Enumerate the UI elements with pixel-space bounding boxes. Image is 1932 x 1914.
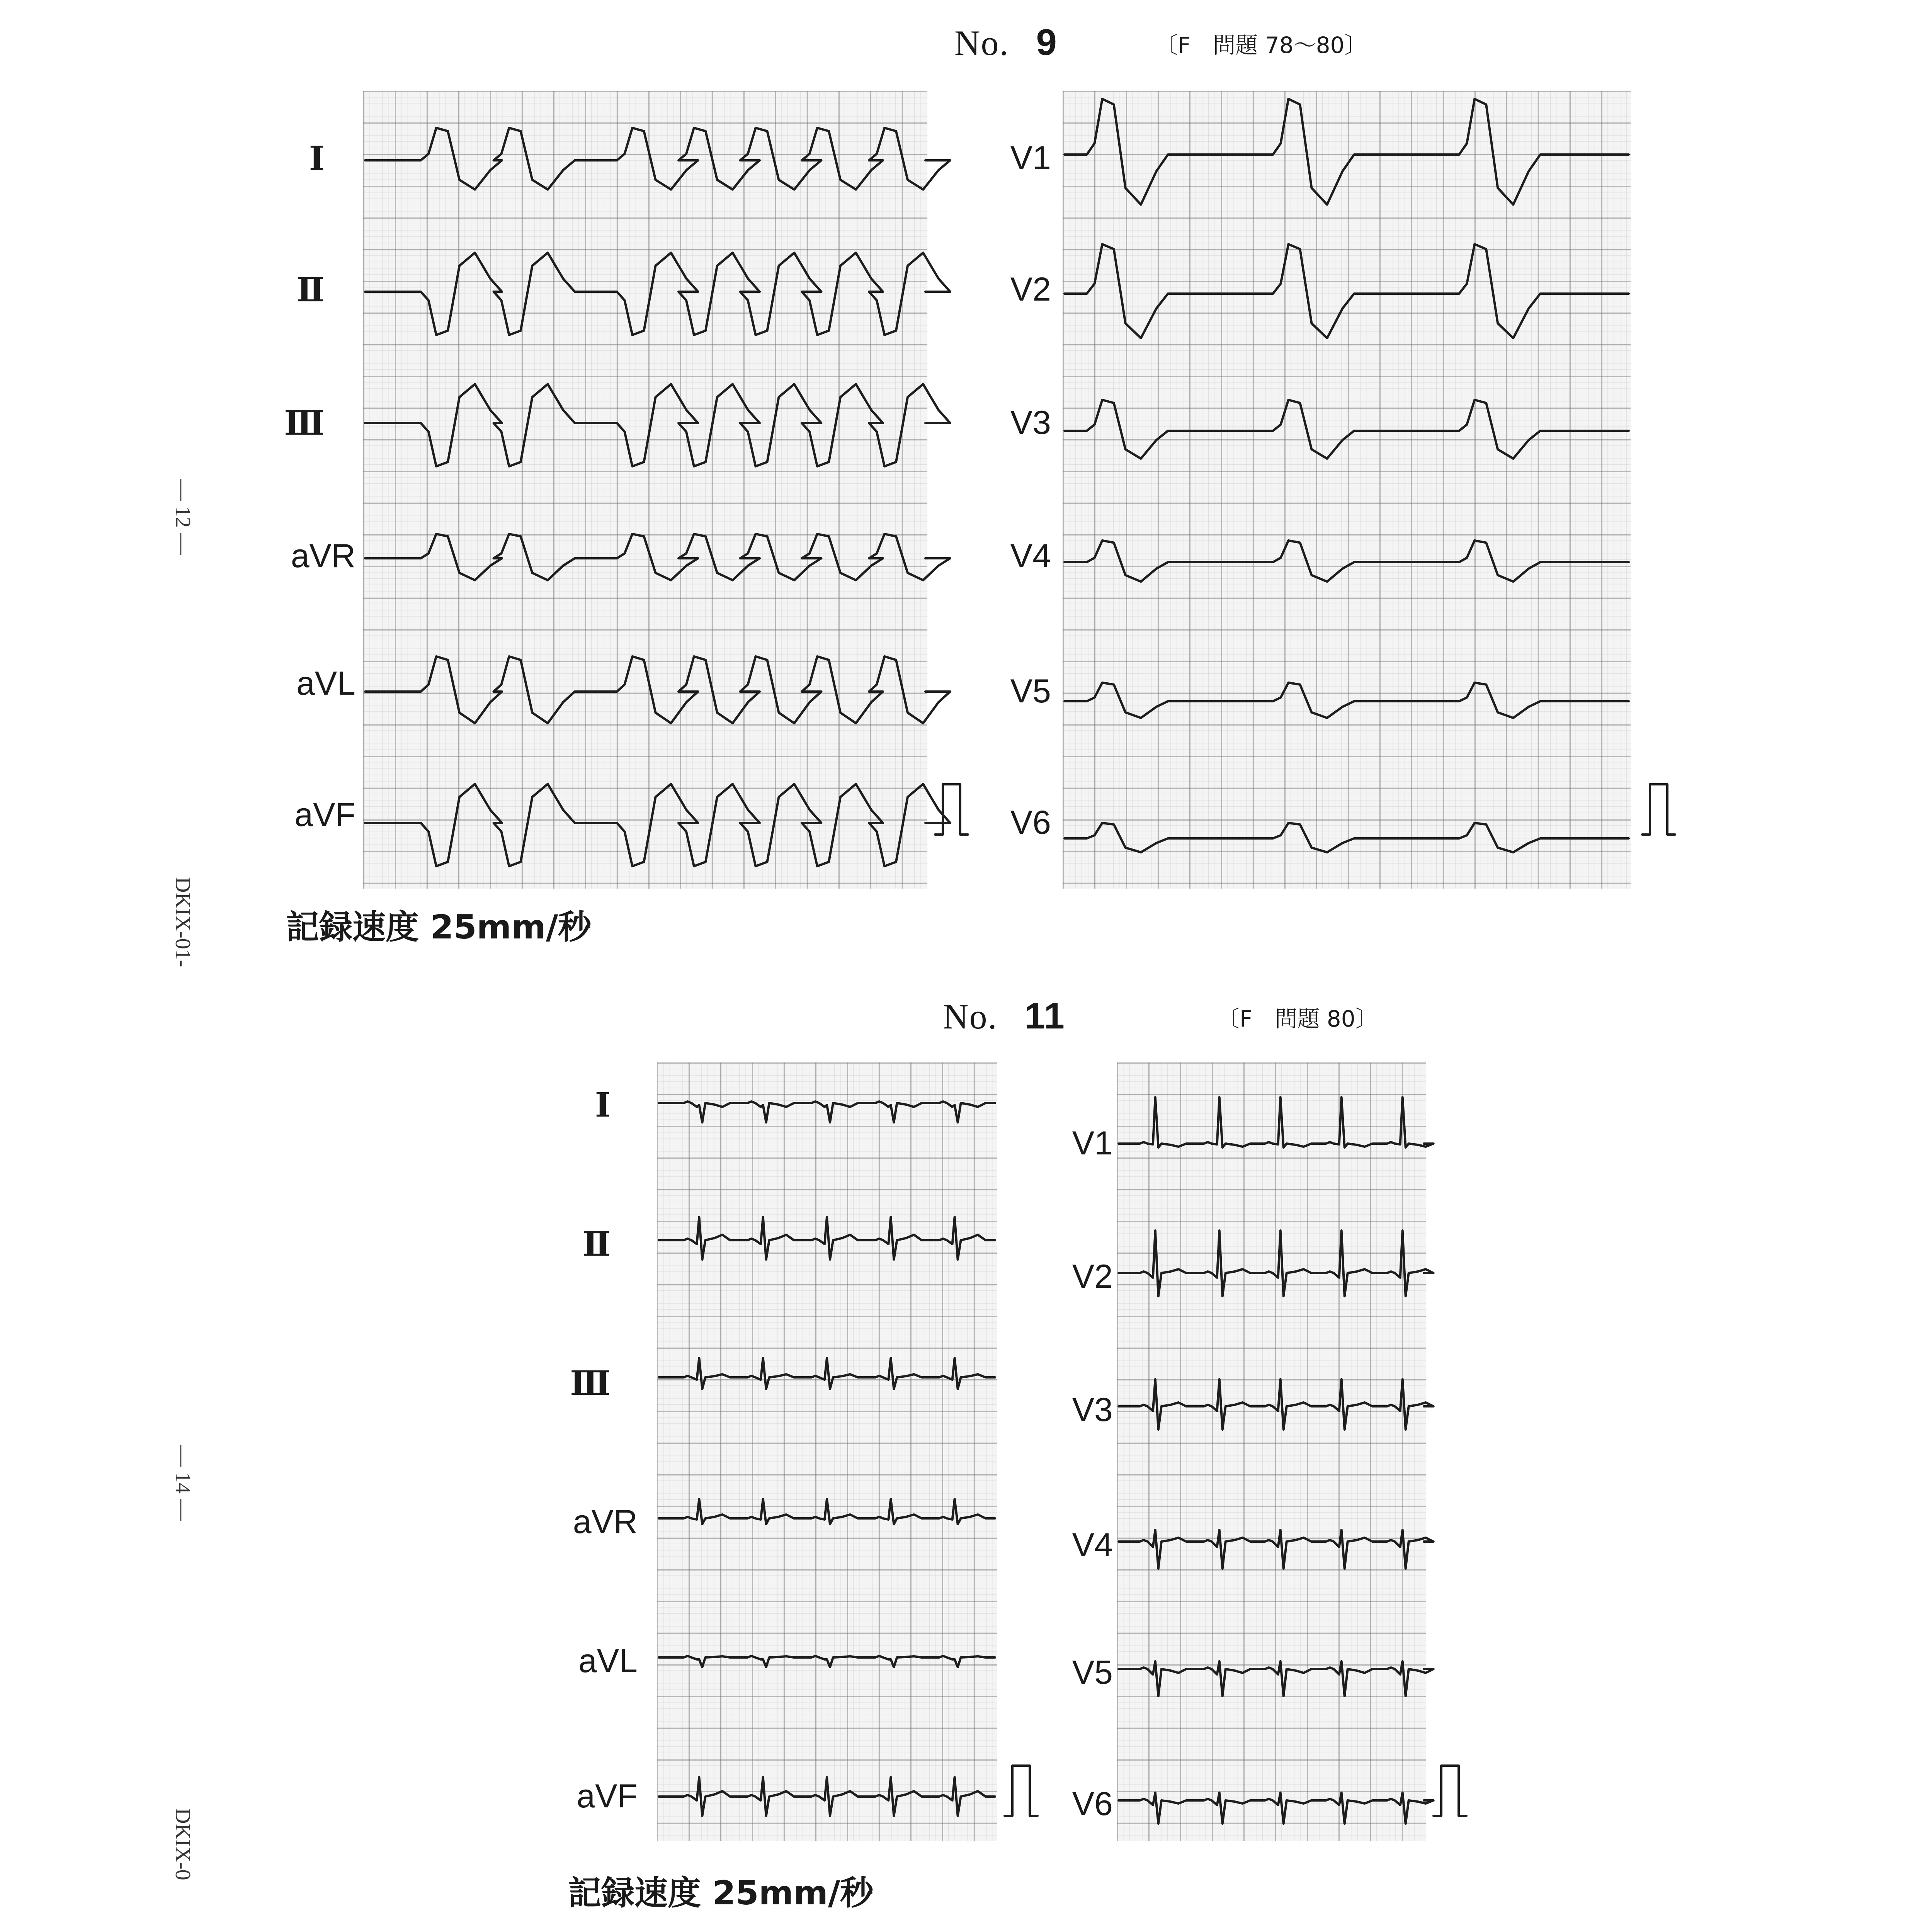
ecg9-lead-label: V2: [1010, 271, 1051, 308]
ecg9-chest-trace: [1065, 99, 1629, 205]
ecg9-lead-label: V4: [1010, 537, 1051, 575]
ecg11-chest-trace: [1119, 1530, 1434, 1569]
figure-number-value: 9: [1036, 22, 1058, 63]
ecg9-limb-trace: [365, 384, 950, 466]
ecg9-chest-trace: [1065, 244, 1629, 338]
calibration-pulse: [1642, 784, 1675, 835]
ecg9-chest-trace: [1065, 823, 1629, 852]
ecg11-chest-trace: [1119, 1379, 1434, 1430]
ecg9-lead-label: Ⅲ: [284, 405, 325, 442]
figure-reference-11: 〔F 問題 80〕: [1217, 1006, 1378, 1032]
ecg11-limb-trace: [659, 1358, 995, 1389]
ecg9-recording-speed: 記録速度 25mm/秒: [286, 908, 592, 947]
ecg9-lead-label: V1: [1010, 139, 1051, 177]
ecg11-lead-label: V2: [1072, 1258, 1113, 1295]
ecg9-lead-label: Ⅰ: [309, 140, 325, 177]
figure-number-label: No.: [943, 997, 998, 1036]
ecg11-lead-label: Ⅰ: [595, 1087, 611, 1124]
ecg11-chest-trace: [1119, 1661, 1434, 1696]
ecg11-lead-label: aVR: [573, 1503, 638, 1540]
ecg11-lead-label: V6: [1072, 1785, 1113, 1822]
ecg11-limb-trace: [659, 1101, 995, 1122]
ecg11-lead-label: V4: [1072, 1526, 1113, 1564]
ecg9-chest-trace: [1065, 400, 1629, 459]
ecg9-lead-label: Ⅱ: [296, 272, 325, 309]
ecg11-recording-speed: 記録速度 25mm/秒: [568, 1874, 874, 1912]
document-code-a: DKIX-01-: [171, 877, 195, 967]
ecg11-chest-trace: [1119, 1231, 1434, 1296]
ecg11-lead-label: Ⅱ: [582, 1226, 611, 1263]
ecg11-lead-label: aVF: [577, 1778, 638, 1815]
ecg9-limb-trace: [365, 784, 950, 866]
figure-reference-9: 〔F 問題 78～80〕: [1155, 32, 1367, 58]
page-number-12: — 12 —: [171, 479, 195, 555]
ecg11-lead-label: Ⅲ: [570, 1365, 611, 1402]
calibration-pulse: [935, 784, 968, 835]
ecg9-limb-trace: [365, 534, 950, 580]
ecg9-lead-label: aVL: [296, 665, 355, 702]
ecg11-lead-label: V5: [1072, 1654, 1113, 1691]
calibration-pulse: [1005, 1766, 1037, 1816]
ecg11-lead-label: V3: [1072, 1391, 1113, 1428]
ecg11-limb-trace: [659, 1499, 995, 1524]
page-number-14: — 14 —: [171, 1445, 195, 1521]
ecg9-limb-trace: [365, 128, 950, 190]
calibration-pulse: [1434, 1766, 1466, 1816]
ecg9-lead-label: aVR: [291, 537, 355, 575]
ecg11-lead-label: aVL: [578, 1642, 638, 1679]
ecg9-lead-label: aVF: [294, 796, 355, 833]
figure-number-value: 11: [1024, 995, 1065, 1037]
ecg11-limb-trace: [659, 1656, 995, 1667]
document-code-b: DKIX-0: [171, 1808, 195, 1880]
ecg11-limb-trace: [659, 1217, 995, 1260]
ecg9-chest-trace: [1065, 683, 1629, 718]
ecg9-chest-trace: [1065, 541, 1629, 581]
figure-number-label: No.: [954, 23, 1009, 63]
ecg9-lead-label: V3: [1010, 404, 1051, 441]
ecg9-limb-trace: [365, 253, 950, 335]
ecg9-lead-label: V5: [1010, 673, 1051, 710]
ecg11-limb-trace: [659, 1777, 995, 1816]
ecg11-chest-trace: [1119, 1097, 1434, 1147]
ecg11-chest-trace: [1119, 1793, 1434, 1824]
ecg9-lead-label: V6: [1010, 804, 1051, 841]
ecg9-limb-trace: [365, 656, 950, 723]
ecg11-lead-label: V1: [1072, 1125, 1113, 1162]
